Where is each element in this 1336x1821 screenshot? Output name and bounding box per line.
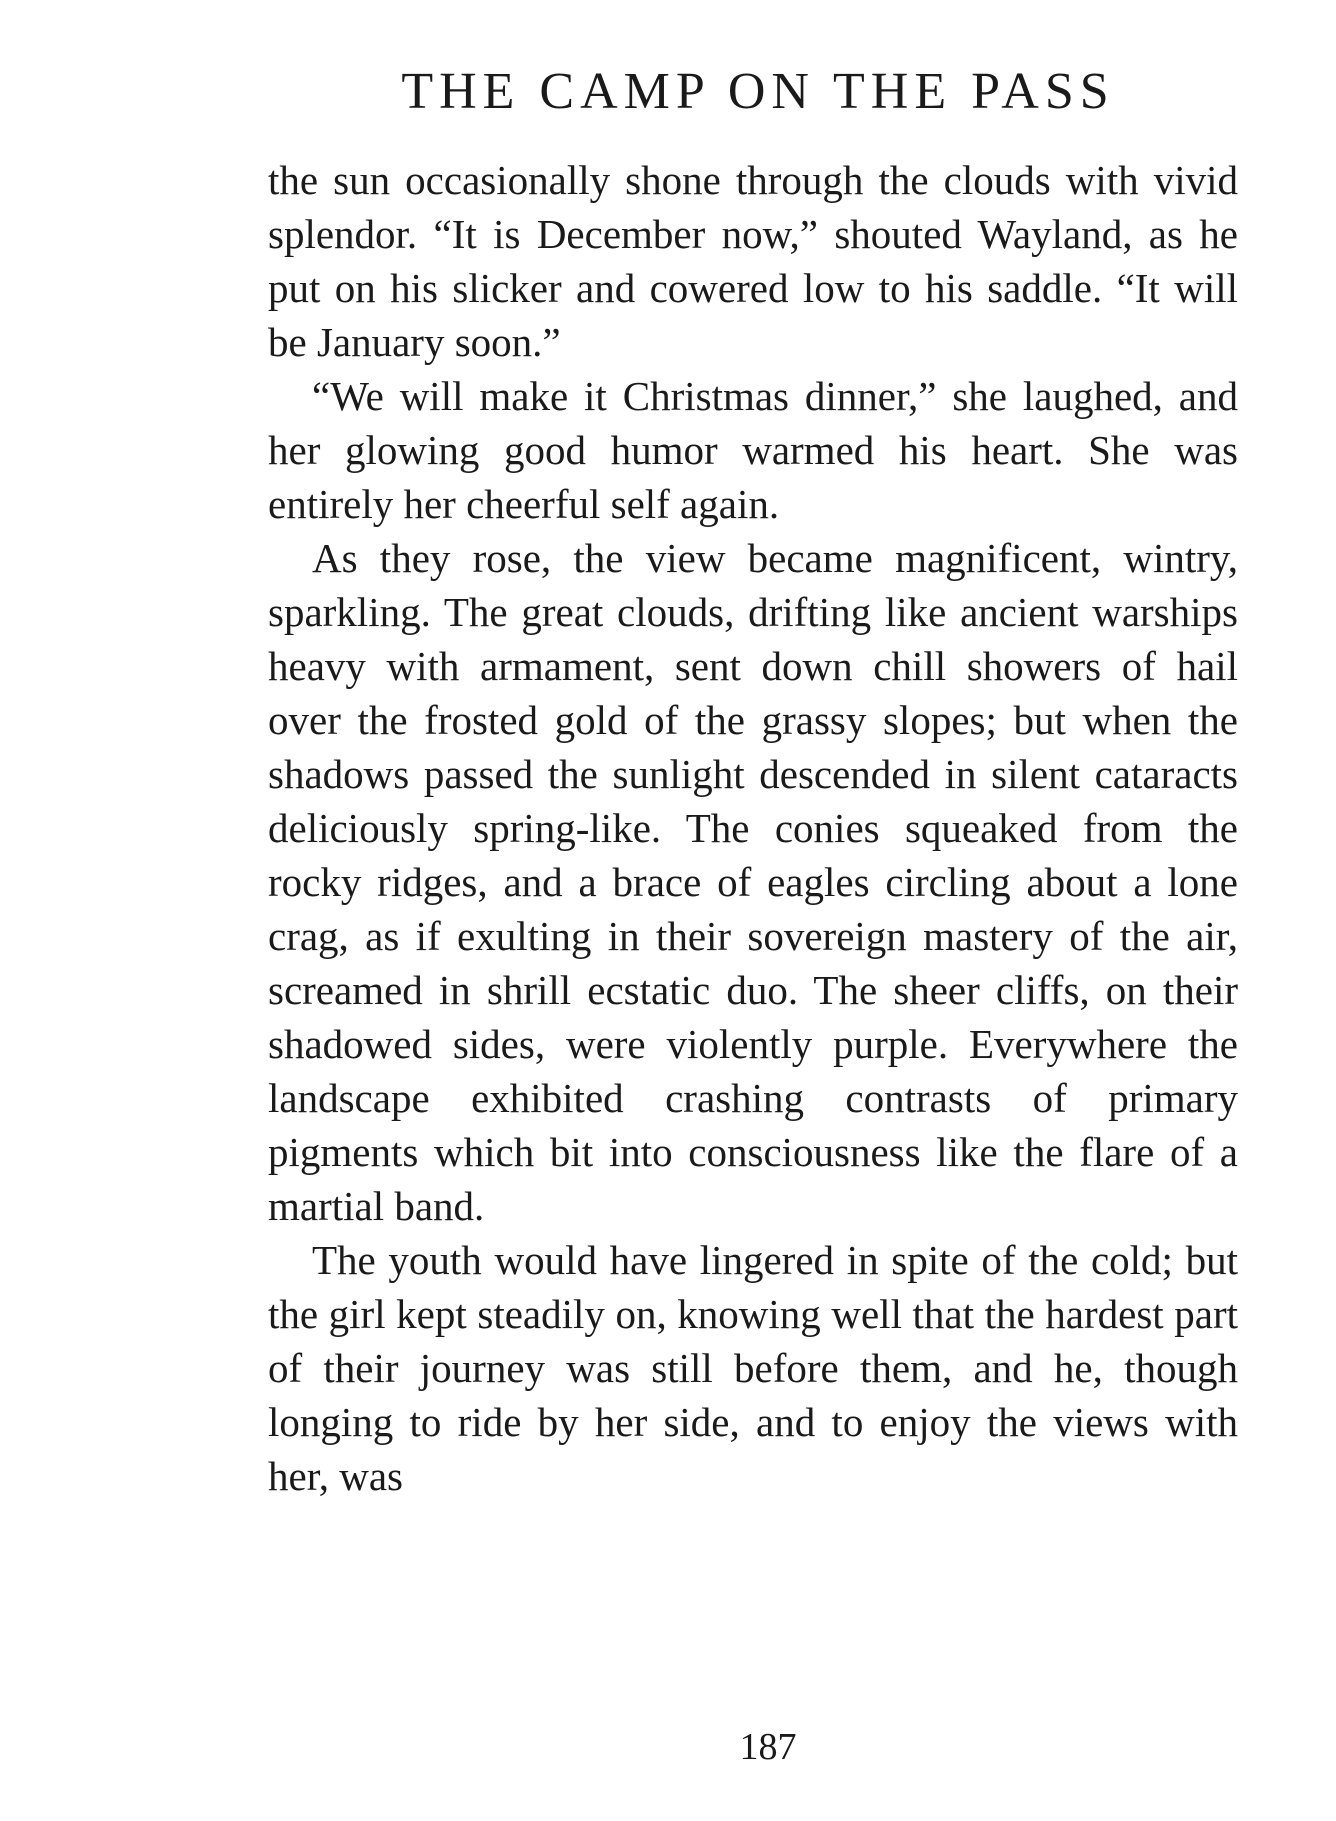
paragraph: “We will make it Christmas dinner,” she laughed, and her glowing good humor warmed his heart. She was entirely her cheerful self again.: [268, 373, 1238, 527]
running-head: THE CAMP ON THE PASS: [401, 63, 1115, 120]
body-text: [268, 153, 1238, 1503]
paragraph-continued: the sun occasionally shone through the clouds with vivid splendor. “It is December now,” shouted Wayland, as he put on his slicker and cowered low to his saddle. “It will be January soon.”: [268, 157, 1238, 365]
page-number: 187: [739, 1726, 797, 1768]
paragraph: As they rose, the view became magnificent, wintry, sparkling. The great clouds, drifting like ancient warships heavy with armament, sent down chill showers of hail over the frosted gold of the grassy slopes; but when the shadows passed the sunlight descended in silent cataracts deliciously spring-like. The conies squeaked from the rocky ridges, and a brace of eagles circling about a lone crag, as if exulting in their sovereign mastery of the air, screamed in shrill ecstatic duo. The sheer cliffs, on their shadowed sides, were violently purple. Everywhere the landscape exhibited crashing contrasts of primary pigments which bit into consciousness like the flare of a martial band.: [268, 535, 1238, 1229]
paragraph: The youth would have lingered in spite of the cold; but the girl kept steadily on, knowing well that the hardest part of their journey was still before them, and he, though longing to ride by her side, and to enjoy the views with her, was: [268, 1237, 1238, 1499]
